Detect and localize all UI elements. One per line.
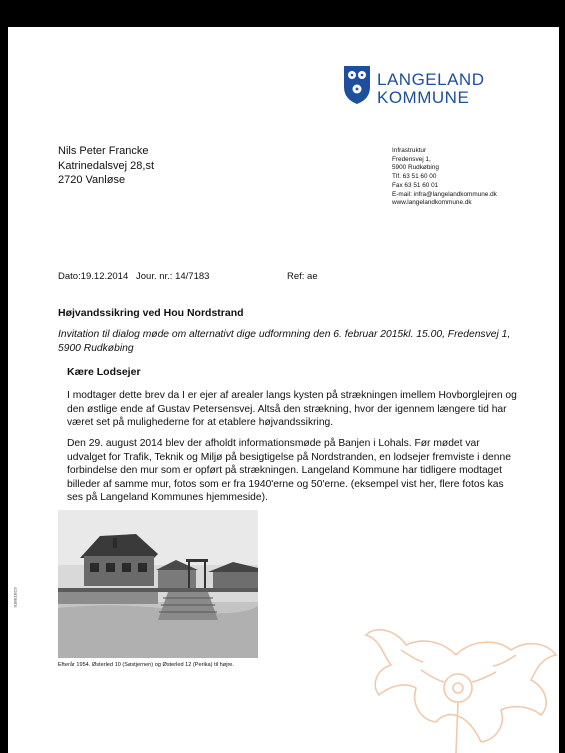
sender-department: Infrastruktur <box>392 147 427 154</box>
letter-subject: Højvandssikring ved Hou Nordstrand <box>58 307 244 319</box>
sender-phone: Tlf. 63 51 60 00 <box>392 173 437 181</box>
reference: Ref: ae <box>287 271 318 282</box>
recipient-city: 2720 Vanløse <box>58 174 126 186</box>
sender-fax: Fax 63 51 60 01 <box>392 181 439 189</box>
logo-line-1: LANGELAND <box>377 70 485 89</box>
langeland-kommune-logo <box>343 65 513 115</box>
recipient-address <box>58 144 154 188</box>
sender-street: Fredensvej 1, <box>392 155 431 163</box>
journal-number: Jour. nr.: 14/7183 <box>136 271 210 282</box>
coat-of-arms-icon <box>343 65 371 105</box>
letter-page <box>8 27 559 753</box>
sender-web: www.langelandkommune.dk <box>392 199 472 207</box>
salutation: Kære Lodsejer <box>67 366 141 378</box>
rose-emblem-watermark <box>361 610 559 753</box>
logo-line-2: KOMMUNE <box>377 88 470 107</box>
recipient-name: Nils Peter Francke <box>58 145 149 157</box>
recipient-street: Katrinedalsvej 28,st <box>58 159 154 172</box>
letter-date: Dato:19.12.2014 <box>58 271 129 282</box>
sender-city: 5900 Rudkøbing <box>392 164 439 172</box>
historic-photo <box>58 510 258 658</box>
sender-address <box>392 147 497 208</box>
body-paragraph: Den 29. august 2014 blev der afholdt informationsmøde på Banjen i Lohals. Før mødet var udvalget for Trafik, Teknik og Miljø på besigtigelse på Nordstranden, en lodsejer fremviste i denne forbindelse den mur som er opført på strækningen. Langeland Kommune har tidligere modtaget billeder af samme mur, fotos som er fra 1940'erne og 50'erne. (eksempel vist her, flere fotos kas ses på Langeland Kommunes hjemmeside). <box>67 438 511 503</box>
sender-email: E-mail: infra@langelandkommune.dk <box>392 190 497 198</box>
body-paragraph: I modtager dette brev da I er ejer af arealer langs kysten på strækningen imellem Hovborglejren og den østlige ende af Gustav Petersensvej. Altså den strækning, hvor der igennem længere tid har været set på mulighederne for at etablere højvandssikring. <box>67 390 517 428</box>
invitation-text: Invitation til dialog møde om alternativt dige udformning den 6. februar 2015kl. 15.00, Fredensvej 1, 5900 Rudkøbing <box>58 329 511 354</box>
photo-caption: Efterår 1954. Østerled 10 (Søstjernen) og Østerled 12 (Perika) til højre. <box>58 662 234 668</box>
document-code: S1BE1EC3 <box>12 587 18 608</box>
